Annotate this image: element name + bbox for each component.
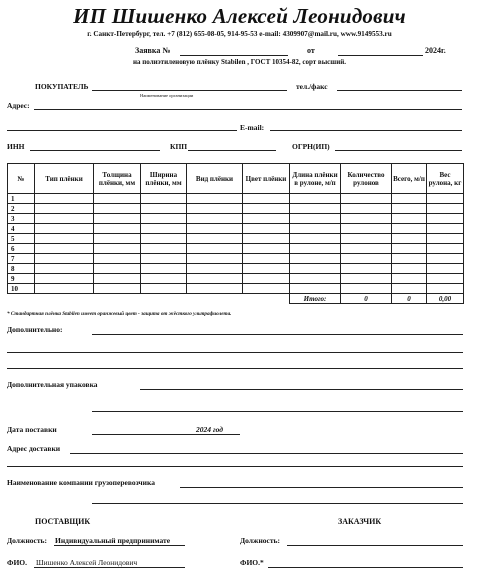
table-row	[8, 234, 464, 244]
table-cell[interactable]	[187, 244, 243, 254]
table-cell[interactable]	[187, 234, 243, 244]
totals-label: Итого:	[290, 294, 341, 304]
header-weight: Вес рулона, кг	[427, 164, 464, 194]
table-cell[interactable]	[243, 254, 290, 264]
delivery-date-field[interactable]	[92, 434, 240, 435]
table-cell[interactable]	[243, 284, 290, 294]
totals-meters: 0	[392, 294, 427, 304]
table-cell[interactable]	[392, 224, 427, 234]
table-cell[interactable]	[94, 224, 141, 234]
table-cell[interactable]	[341, 274, 392, 284]
table-cell[interactable]	[243, 214, 290, 224]
table-cell[interactable]	[187, 254, 243, 264]
row-number: 7	[8, 254, 35, 264]
row-number: 3	[8, 214, 35, 224]
table-cell[interactable]	[341, 204, 392, 214]
table-cell[interactable]	[243, 204, 290, 214]
customer-label: ЗАКАЗЧИК	[338, 517, 382, 526]
carrier-label: Наименование компании грузоперевозчика	[7, 478, 155, 487]
table-cell[interactable]	[141, 264, 187, 274]
table-cell[interactable]	[94, 254, 141, 264]
table-row	[8, 244, 464, 254]
additional-label: Дополнительно:	[7, 325, 63, 334]
table-cell[interactable]	[35, 284, 94, 294]
table-row	[8, 254, 464, 264]
carrier-field[interactable]	[180, 487, 463, 488]
kpp-field[interactable]	[188, 150, 276, 151]
table-cell[interactable]	[392, 244, 427, 254]
header-width: Ширина плёнки, мм	[141, 164, 187, 194]
table-cell[interactable]	[141, 224, 187, 234]
table-row	[8, 224, 464, 234]
table-cell[interactable]	[341, 234, 392, 244]
delivery-address-field[interactable]	[70, 453, 463, 454]
table-cell[interactable]	[427, 274, 464, 284]
carrier-field-2[interactable]	[92, 503, 463, 504]
table-cell[interactable]	[290, 284, 341, 294]
table-cell[interactable]	[427, 214, 464, 224]
email-label: E-mail:	[240, 123, 265, 132]
table-cell[interactable]	[341, 254, 392, 264]
table-cell[interactable]	[94, 274, 141, 284]
table-cell[interactable]	[290, 214, 341, 224]
buyer-org-hint: Наименование организации	[140, 93, 194, 98]
table-cell[interactable]	[392, 254, 427, 264]
table-row	[8, 274, 464, 284]
table-cell[interactable]	[35, 274, 94, 284]
row-number: 9	[8, 274, 35, 284]
buyer-name-field[interactable]	[92, 90, 287, 91]
header-num: №	[8, 164, 35, 194]
table-cell[interactable]	[341, 264, 392, 274]
order-table	[7, 163, 464, 304]
header-rolls: Количество рулонов	[341, 164, 392, 194]
table-cell[interactable]	[392, 204, 427, 214]
table-cell[interactable]	[427, 204, 464, 214]
customer-position-field[interactable]	[287, 545, 463, 546]
address-field[interactable]	[34, 109, 462, 110]
order-year-label: 2024г.	[425, 46, 446, 55]
table-cell[interactable]	[243, 244, 290, 254]
table-row	[8, 194, 464, 204]
totals-spacer	[8, 294, 290, 304]
delivery-address-label: Адрес доставки	[7, 444, 61, 453]
table-cell[interactable]	[141, 244, 187, 254]
buyer-label: ПОКУПАТЕЛЬ	[35, 82, 89, 91]
table-cell[interactable]	[392, 274, 427, 284]
table-cell[interactable]	[290, 194, 341, 204]
row-number: 10	[8, 284, 35, 294]
table-cell[interactable]	[35, 264, 94, 274]
order-number-field[interactable]	[180, 55, 288, 56]
table-cell[interactable]	[35, 244, 94, 254]
table-row	[8, 214, 464, 224]
table-cell[interactable]	[243, 274, 290, 284]
row-number: 2	[8, 204, 35, 214]
table-cell[interactable]	[141, 284, 187, 294]
row-number: 4	[8, 224, 35, 234]
table-cell[interactable]	[290, 234, 341, 244]
header-thickness: Толщина плёнки, мм	[94, 164, 141, 194]
supplier-fio-line	[34, 567, 185, 568]
table-cell[interactable]	[243, 224, 290, 234]
table-cell[interactable]	[290, 274, 341, 284]
table-cell[interactable]	[141, 194, 187, 204]
row-number: 6	[8, 244, 35, 254]
table-cell[interactable]	[290, 224, 341, 234]
phone-label: тел./факс	[296, 82, 328, 91]
table-cell[interactable]	[94, 214, 141, 224]
table-cell[interactable]	[392, 214, 427, 224]
table-cell[interactable]	[35, 254, 94, 264]
table-cell[interactable]	[427, 244, 464, 254]
packaging-label: Дополнительная упаковка	[7, 380, 98, 389]
totals-weight: 0,00	[427, 294, 464, 304]
table-cell[interactable]	[427, 254, 464, 264]
table-cell[interactable]	[187, 214, 243, 224]
supplier-label: ПОСТАВЩИК	[35, 517, 91, 526]
additional-field-2[interactable]	[7, 352, 463, 353]
table-cell[interactable]	[427, 264, 464, 274]
table-cell[interactable]	[243, 264, 290, 274]
supplier-fio: Шишенко Алексей Леонидович	[36, 558, 138, 567]
supplier-position: Индивидуальный предпринимате	[55, 536, 171, 545]
row-number: 5	[8, 234, 35, 244]
header-length: Длина плёнки в рулоне, м/п	[290, 164, 341, 194]
table-cell[interactable]	[392, 264, 427, 274]
table-cell[interactable]	[290, 264, 341, 274]
customer-fio-field[interactable]	[268, 567, 463, 568]
packaging-field[interactable]	[140, 389, 463, 390]
additional-field[interactable]	[92, 334, 463, 335]
table-row	[8, 204, 464, 214]
header-total: Всего, м/п	[392, 164, 427, 194]
table-cell[interactable]	[35, 204, 94, 214]
table-cell[interactable]	[427, 224, 464, 234]
table-cell[interactable]	[187, 264, 243, 274]
row-number: 8	[8, 264, 35, 274]
table-cell[interactable]	[341, 194, 392, 204]
table-cell[interactable]	[187, 224, 243, 234]
inn-field[interactable]	[30, 150, 160, 151]
delivery-date-label: Дата поставки	[7, 425, 57, 434]
table-cell[interactable]	[35, 224, 94, 234]
table-cell[interactable]	[392, 194, 427, 204]
supplier-fio-label: ФИО.	[7, 558, 27, 567]
kpp-label: КПП	[170, 142, 188, 151]
customer-position-label: Должность:	[240, 536, 281, 545]
supplier-position-label: Должность:	[7, 536, 48, 545]
delivery-year: 2024 год	[196, 425, 224, 434]
table-cell[interactable]	[94, 264, 141, 274]
table-cell[interactable]	[141, 254, 187, 264]
table-cell[interactable]	[341, 224, 392, 234]
totals-rolls: 0	[341, 294, 392, 304]
table-cell[interactable]	[94, 244, 141, 254]
phone-field[interactable]	[337, 90, 462, 91]
table-cell[interactable]	[35, 194, 94, 204]
table-cell[interactable]	[94, 204, 141, 214]
totals-row	[8, 294, 464, 304]
table-row	[8, 284, 464, 294]
table-note: * Стандартная плёнка Stabilen имеет оранжевый цвет - защита от жёсткого ультрафиолета.	[7, 311, 232, 317]
table-cell[interactable]	[141, 234, 187, 244]
additional-field-3[interactable]	[7, 368, 463, 369]
table-cell[interactable]	[392, 284, 427, 294]
ogrn-field[interactable]	[335, 150, 462, 151]
table-row	[8, 264, 464, 274]
order-subtitle: на полиэтиленовую плёнку Stabilen , ГОСТ 10354-82, сорт высший.	[132, 58, 347, 66]
table-cell[interactable]	[94, 194, 141, 204]
table-cell[interactable]	[187, 194, 243, 204]
header-color: Цвет плёнки	[243, 164, 290, 194]
table-cell[interactable]	[94, 234, 141, 244]
address-field-2[interactable]	[7, 130, 237, 131]
table-cell[interactable]	[341, 244, 392, 254]
table-cell[interactable]	[35, 214, 94, 224]
email-field[interactable]	[270, 130, 462, 131]
order-from-label: от	[307, 46, 315, 55]
table-cell[interactable]	[290, 204, 341, 214]
table-cell[interactable]	[243, 194, 290, 204]
order-date-field[interactable]	[338, 55, 423, 56]
table-header-row	[8, 164, 464, 194]
table-cell[interactable]	[427, 284, 464, 294]
company-contacts: г. Санкт-Петербург, тел. +7 (812) 655-08-05, 914-95-53 e-mail: 4309907@mail.ru, www.9149553.ru	[87, 30, 392, 38]
company-title: ИП Шишенко Алексей Леонидович	[73, 4, 406, 28]
table-cell[interactable]	[187, 284, 243, 294]
table-cell[interactable]	[290, 244, 341, 254]
table-cell[interactable]	[141, 204, 187, 214]
address-label: Адрес:	[7, 101, 30, 110]
table-cell[interactable]	[141, 214, 187, 224]
header-type: Тип плёнки	[35, 164, 94, 194]
table-cell[interactable]	[141, 274, 187, 284]
table-cell[interactable]	[187, 204, 243, 214]
table-cell[interactable]	[187, 274, 243, 284]
table-cell[interactable]	[427, 234, 464, 244]
table-cell[interactable]	[94, 284, 141, 294]
table-cell[interactable]	[243, 234, 290, 244]
row-number: 1	[8, 194, 35, 204]
packaging-field-2[interactable]	[92, 411, 463, 412]
table-cell[interactable]	[290, 254, 341, 264]
table-cell[interactable]	[341, 284, 392, 294]
order-number-label: Заявка №	[135, 46, 171, 55]
table-cell[interactable]	[392, 234, 427, 244]
table-cell[interactable]	[427, 194, 464, 204]
inn-label: ИНН	[7, 142, 25, 151]
table-cell[interactable]	[35, 234, 94, 244]
header-kind: Вид плёнки	[187, 164, 243, 194]
supplier-position-line	[54, 545, 185, 546]
ogrn-label: ОГРН(ИП)	[292, 142, 330, 151]
table-cell[interactable]	[341, 214, 392, 224]
delivery-address-field-2[interactable]	[7, 466, 463, 467]
customer-fio-label: ФИО.*	[240, 558, 264, 567]
